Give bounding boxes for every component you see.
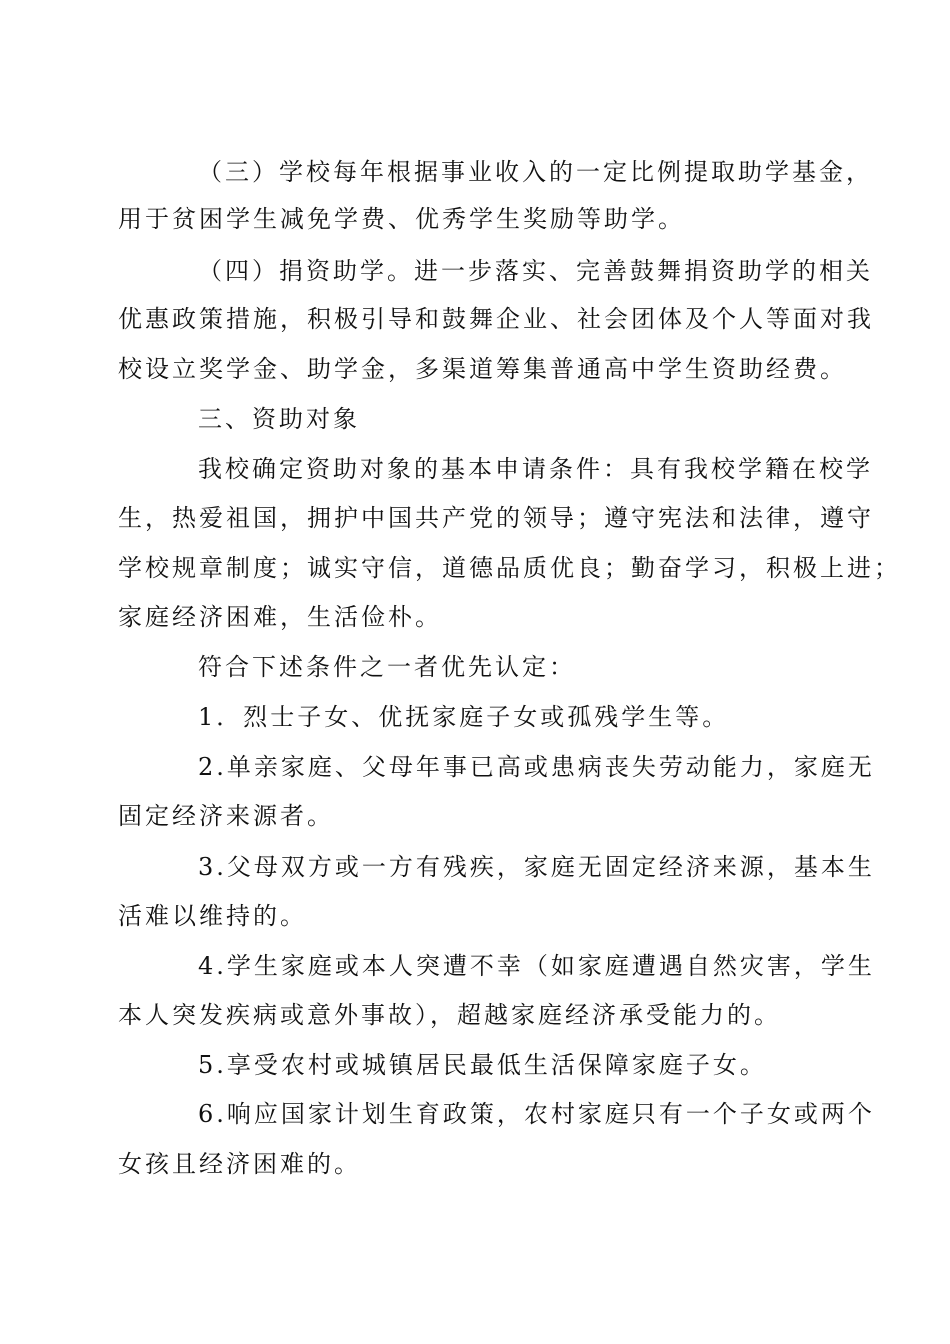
paragraph-3-line-2: 用于贫困学生减免学费、优秀学生奖励等助学。 (118, 205, 685, 233)
item-3-line-2: 活难以维持的。 (118, 902, 307, 930)
item-4-line-2: 本人突发疾病或意外事故），超越家庭经济承受能力的。 (118, 1001, 781, 1029)
paragraph-3-line-1: （三）学校每年根据事业收入的一定比例提取助学基金， (198, 158, 873, 186)
paragraph-4-line-2: 优惠政策措施，积极引导和鼓舞企业、社会团体及个人等面对我 (118, 305, 874, 333)
item-2-line-2: 固定经济来源者。 (118, 802, 334, 830)
paragraph-4-line-1: （四）捐资助学。进一步落实、完善鼓舞捐资助学的相关 (198, 257, 873, 285)
conditions-line-2: 生，热爱祖国，拥护中国共产党的领导；遵守宪法和法律，遵守 (118, 504, 874, 532)
item-4-line-1: 4.学生家庭或本人突遭不幸（如家庭遭遇自然灾害，学生 (198, 952, 875, 980)
item-6-line-2: 女孩且经济困难的。 (118, 1150, 361, 1178)
conditions-line-1: 我校确定资助对象的基本申请条件：具有我校学籍在校学 (198, 455, 873, 483)
priority-intro: 符合下述条件之一者优先认定： (198, 653, 576, 681)
paragraph-4-line-3: 校设立奖学金、助学金，多渠道筹集普通高中学生资助经费。 (118, 355, 847, 383)
conditions-line-4: 家庭经济困难，生活俭朴。 (118, 603, 442, 631)
item-2-line-1: 2.单亲家庭、父母年事已高或患病丧失劳动能力，家庭无 (198, 753, 875, 781)
conditions-line-3: 学校规章制度；诚实守信，道德品质优良；勤奋学习，积极上进； (118, 554, 901, 582)
item-6-line-1: 6.响应国家计划生育政策，农村家庭只有一个子女或两个 (198, 1100, 875, 1128)
item-3-line-1: 3.父母双方或一方有残疾，家庭无固定经济来源，基本生 (198, 853, 875, 881)
item-1: 1．烈士子女、优抚家庭子女或孤残学生等。 (198, 703, 730, 731)
item-5: 5.享受农村或城镇居民最低生活保障家庭子女。 (198, 1051, 767, 1079)
section-heading: 三、资助对象 (198, 405, 360, 433)
